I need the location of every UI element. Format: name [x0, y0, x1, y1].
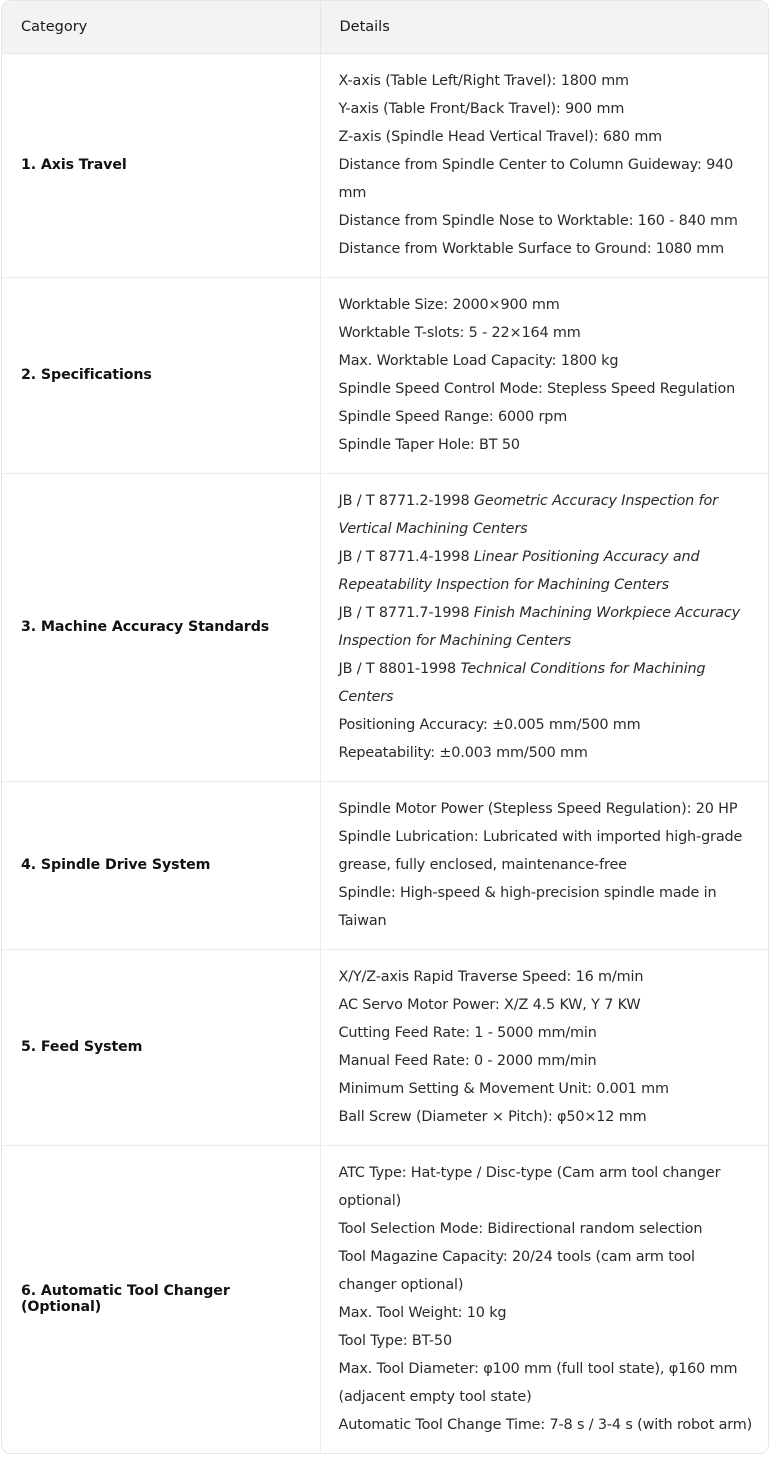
detail-text: X/Y/Z-axis Rapid Traverse Speed: 16 m/min: [338, 968, 644, 985]
detail-line: [339, 1327, 755, 1355]
detail-text: Y-axis (Table Front/Back Travel): 900 mm: [338, 100, 625, 117]
category-cell: 3. Machine Accuracy Standards: [2, 473, 320, 781]
detail-text: Worktable T-slots: 5 - 22×164 mm: [338, 324, 581, 341]
detail-text: JB / T 8801-1998: [338, 660, 461, 677]
detail-line: [339, 963, 755, 991]
detail-text: X-axis (Table Left/Right Travel): 1800 mm: [338, 72, 629, 89]
detail-text: Ball Screw (Diameter × Pitch): φ50×12 mm: [338, 1108, 647, 1125]
detail-line: [339, 291, 755, 319]
detail-text: Spindle: High-speed & high-precision spindle made in Taiwan: [338, 884, 717, 929]
table-row: [2, 277, 768, 473]
standard-title-text: Technical Conditions for Machining Centers: [338, 660, 706, 705]
detail-line: [339, 655, 755, 711]
detail-line: [339, 1411, 755, 1439]
details-cell: [320, 473, 768, 781]
details-cell: [320, 781, 768, 949]
details-cell: [320, 277, 768, 473]
detail-line: [339, 795, 755, 823]
spec-table-container: [1, 0, 769, 1454]
detail-text: Distance from Spindle Nose to Worktable: 160 - 840 mm: [338, 212, 738, 229]
detail-text: Spindle Lubrication: Lubricated with imported high-grade grease, fully enclosed, maintenance-free: [338, 828, 743, 873]
detail-line: [339, 207, 755, 235]
detail-line: [339, 599, 755, 655]
table-body: [2, 53, 768, 1453]
table-row: [2, 1145, 768, 1453]
detail-text: Minimum Setting & Movement Unit: 0.001 mm: [338, 1080, 669, 1097]
detail-line: [339, 1159, 755, 1215]
table-header: [2, 1, 768, 53]
detail-line: [339, 1047, 755, 1075]
details-cell: [320, 53, 768, 277]
spec-table: [2, 1, 768, 1453]
detail-text: ATC Type: Hat-type / Disc-type (Cam arm tool changer optional): [338, 1164, 721, 1209]
detail-line: [339, 991, 755, 1019]
detail-text: Manual Feed Rate: 0 - 2000 mm/min: [338, 1052, 597, 1069]
category-cell: 5. Feed System: [2, 949, 320, 1145]
column-header-details: Details: [320, 1, 768, 53]
detail-text: Max. Tool Weight: 10 kg: [338, 1304, 507, 1321]
detail-line: [339, 1103, 755, 1131]
category-cell: 4. Spindle Drive System: [2, 781, 320, 949]
standard-title-text: Geometric Accuracy Inspection for Vertical Machining Centers: [338, 492, 718, 537]
detail-line: [339, 375, 755, 403]
detail-text: Tool Magazine Capacity: 20/24 tools (cam arm tool changer optional): [338, 1248, 695, 1293]
detail-line: [339, 879, 755, 935]
detail-line: [339, 95, 755, 123]
detail-text: AC Servo Motor Power: X/Z 4.5 KW, Y 7 KW: [338, 996, 641, 1013]
detail-text: Distance from Worktable Surface to Ground: 1080 mm: [338, 240, 725, 257]
detail-line: [339, 235, 755, 263]
detail-line: [339, 487, 755, 543]
detail-line: [339, 347, 755, 375]
detail-text: Worktable Size: 2000×900 mm: [338, 296, 560, 313]
table-row: [2, 53, 768, 277]
detail-line: [339, 823, 755, 879]
detail-line: [339, 543, 755, 599]
details-cell: [320, 949, 768, 1145]
table-row: [2, 781, 768, 949]
detail-line: [339, 151, 755, 207]
detail-line: [339, 739, 755, 767]
detail-line: [339, 403, 755, 431]
header-row: [2, 1, 768, 53]
detail-text: Positioning Accuracy: ±0.005 mm/500 mm: [338, 716, 641, 733]
detail-text: Tool Selection Mode: Bidirectional random selection: [338, 1220, 703, 1237]
category-cell: 2. Specifications: [2, 277, 320, 473]
detail-line: [339, 1075, 755, 1103]
detail-line: [339, 1019, 755, 1047]
detail-text: Repeatability: ±0.003 mm/500 mm: [338, 744, 588, 761]
detail-text: JB / T 8771.7-1998: [338, 604, 474, 621]
category-cell: 6. Automatic Tool Changer (Optional): [2, 1145, 320, 1453]
detail-text: Tool Type: BT-50: [338, 1332, 452, 1349]
standard-title-text: Linear Positioning Accuracy and Repeatability Inspection for Machining Centers: [338, 548, 700, 593]
detail-line: [339, 1355, 755, 1411]
detail-text: JB / T 8771.4-1998: [338, 548, 474, 565]
detail-text: Spindle Taper Hole: BT 50: [338, 436, 520, 453]
table-row: [2, 473, 768, 781]
detail-line: [339, 431, 755, 459]
column-header-category: Category: [2, 1, 320, 53]
details-cell: [320, 1145, 768, 1453]
detail-text: Distance from Spindle Center to Column Guideway: 940 mm: [338, 156, 734, 201]
table-row: [2, 949, 768, 1145]
category-cell: 1. Axis Travel: [2, 53, 320, 277]
detail-line: [339, 319, 755, 347]
detail-text: Cutting Feed Rate: 1 - 5000 mm/min: [338, 1024, 597, 1041]
standard-title-text: Finish Machining Workpiece Accuracy Inspection for Machining Centers: [338, 604, 740, 649]
detail-text: Automatic Tool Change Time: 7-8 s / 3-4 s (with robot arm): [338, 1416, 753, 1433]
detail-text: Spindle Motor Power (Stepless Speed Regulation): 20 HP: [338, 800, 738, 817]
detail-line: [339, 711, 755, 739]
detail-text: Z-axis (Spindle Head Vertical Travel): 680 mm: [338, 128, 663, 145]
detail-text: Max. Tool Diameter: φ100 mm (full tool state), φ160 mm (adjacent empty tool state): [338, 1360, 738, 1405]
detail-line: [339, 1299, 755, 1327]
detail-line: [339, 1243, 755, 1299]
detail-text: Spindle Speed Range: 6000 rpm: [338, 408, 568, 425]
detail-text: Max. Worktable Load Capacity: 1800 kg: [338, 352, 619, 369]
detail-line: [339, 67, 755, 95]
detail-text: JB / T 8771.2-1998: [338, 492, 474, 509]
detail-text: Spindle Speed Control Mode: Stepless Speed Regulation: [338, 380, 736, 397]
detail-line: [339, 123, 755, 151]
detail-line: [339, 1215, 755, 1243]
